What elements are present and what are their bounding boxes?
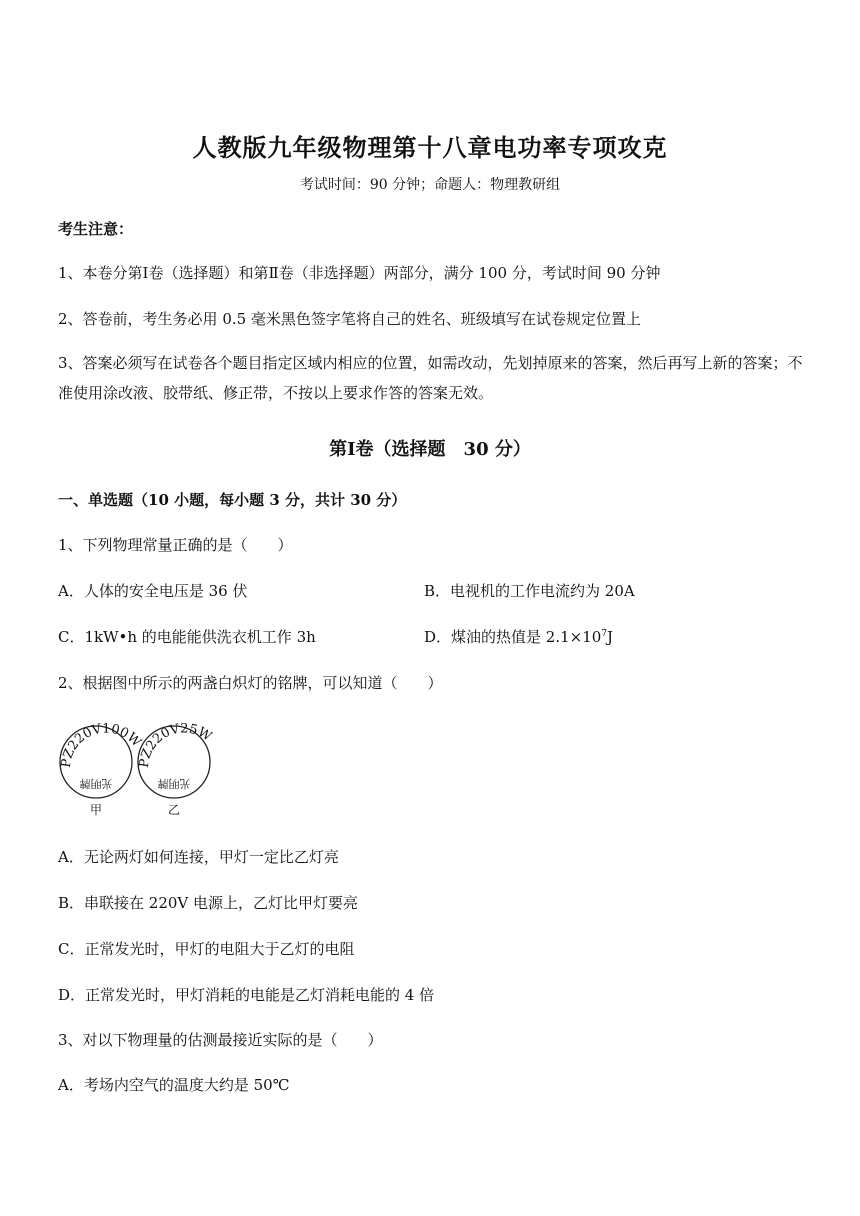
question-2-option-b: B．串联接在 220V 电源上，乙灯比甲灯要亮 <box>58 894 359 912</box>
question-1-option-a: A．人体的安全电压是 36 伏 <box>58 582 248 600</box>
bulb-nameplates-figure <box>56 718 216 818</box>
notice-item-3: 3、答案必须写在试卷各个题目指定区域内相应的位置，如需改动，先划掉原来的答案，然后再写上新的答案；不准使用涂改液、胶带纸、修正带，不按以上要求作答的答案无效。 <box>58 354 803 402</box>
question-1-option-c: C．1kW•h 的电能能供洗衣机工作 3h <box>58 628 316 646</box>
question-2-option-c: C．正常发光时，甲灯的电阻大于乙灯的电阻 <box>58 940 355 958</box>
question-3-option-a: A．考场内空气的温度大约是 50℃ <box>58 1076 290 1094</box>
option-d-unit: J <box>607 628 614 646</box>
notice-item-2: 2、答卷前，考生务必用 0.5 毫米黑色签字笔将自己的姓名、班级填写在试卷规定位置上 <box>58 310 641 328</box>
bulb-right-label: 乙 <box>167 803 181 817</box>
question-2-option-d: D．正常发光时，甲灯消耗的电能是乙灯消耗电能的 4 倍 <box>58 986 435 1004</box>
bulb-left-rating: PZ220V100W <box>58 721 144 769</box>
part-title: 一、单选题（10 小题，每小题 3 分，共计 30 分） <box>58 491 407 509</box>
question-1-option-b: B．电视机的工作电流约为 20A <box>424 582 635 600</box>
option-d-text: D．煤油的热值是 2.1×10 <box>424 628 602 646</box>
exam-subtitle: 考试时间：90 分钟；命题人：物理教研组 <box>299 177 561 193</box>
question-2-stem: 2、根据图中所示的两盏白炽灯的铭牌，可以知道（ ） <box>58 674 443 692</box>
bulb-left-label: 甲 <box>89 803 103 817</box>
question-2-option-a: A．无论两灯如何连接，甲灯一定比乙灯亮 <box>58 848 339 866</box>
question-1-stem: 1、下列物理常量正确的是（ ） <box>58 536 293 554</box>
bulb-right-rating: PZ220V25W <box>136 721 215 769</box>
notice-heading: 考生注意： <box>58 220 134 238</box>
section-title: 第Ⅰ卷（选择题 30 分） <box>329 439 531 460</box>
bulb-right-brand: 光明牌 <box>157 777 191 790</box>
option-d-exponent: 7 <box>601 629 608 639</box>
notice-item-1: 1、本卷分第Ⅰ卷（选择题）和第Ⅱ卷（非选择题）两部分，满分 100 分，考试时间 90 分钟 <box>58 264 661 282</box>
exam-title: 人教版九年级物理第十八章电功率专项攻克 <box>192 133 668 162</box>
bulb-left-brand: 光明牌 <box>79 777 113 790</box>
question-3-stem: 3、对以下物理量的估测最接近实际的是（ ） <box>58 1031 383 1049</box>
question-1-option-d <box>424 626 613 647</box>
